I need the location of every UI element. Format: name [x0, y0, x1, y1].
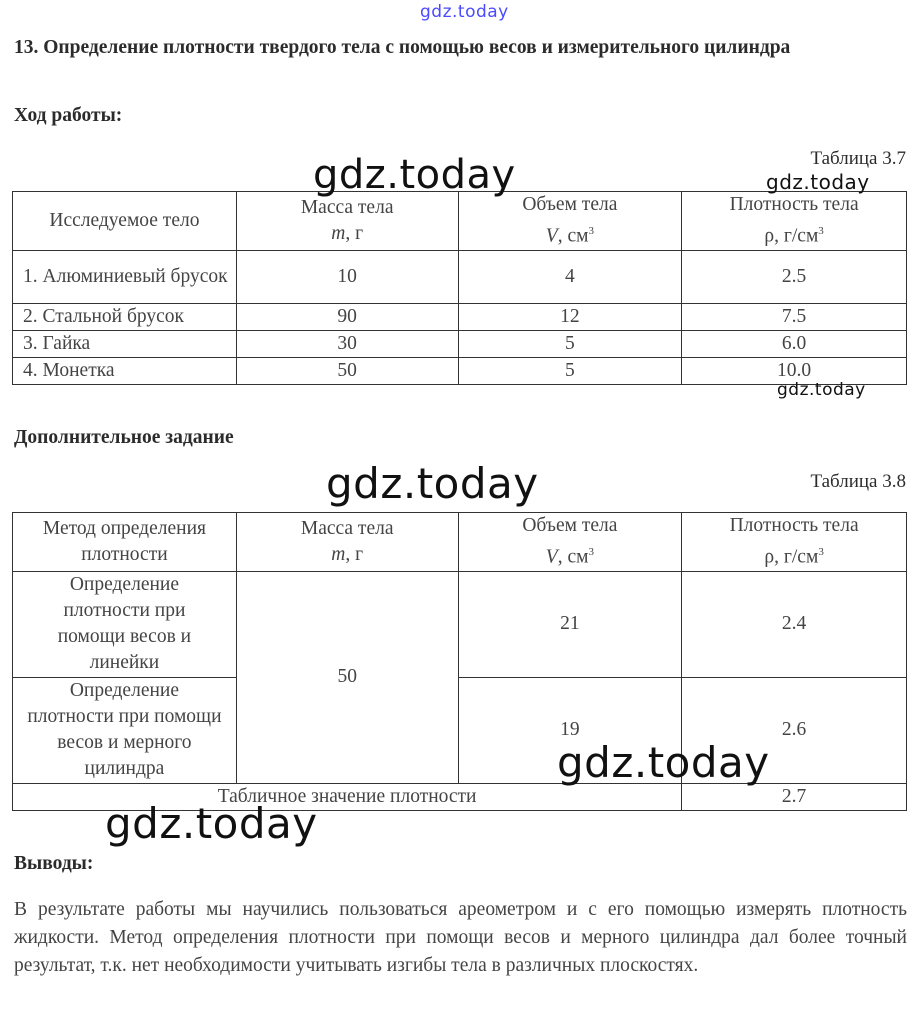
- header-mass: Масса тела m, г: [236, 192, 458, 251]
- watermark: gdz.today: [766, 170, 870, 194]
- header-volume: Объем тела V, $см^3$: [458, 192, 682, 251]
- table-header-row: [13, 513, 907, 572]
- cell-mass-merged: 50: [236, 571, 458, 783]
- cell-method: Определение плотности при помощи весов и мерного цилиндра: [13, 677, 237, 783]
- section-heading-conclusions: Выводы:: [14, 853, 94, 874]
- cell-mass: 50: [236, 357, 458, 384]
- table-row: [13, 330, 907, 357]
- table-row: [13, 357, 907, 384]
- watermark: gdz.today: [105, 799, 318, 848]
- header-density: Плотность тела ρ, $г/см^3$: [682, 513, 907, 572]
- cell-method: Определение плотности при помощи весов и линейки: [13, 571, 237, 677]
- table-row: [13, 250, 907, 303]
- cell-volume: 21: [458, 571, 682, 677]
- watermark: gdz.today: [326, 459, 539, 508]
- cell-volume: 5: [458, 357, 682, 384]
- table-header-row: [13, 192, 907, 251]
- cell-table-value: 2.7: [682, 783, 907, 810]
- cell-volume: 19: [458, 677, 682, 783]
- header-method: Метод определения плотности: [13, 513, 237, 572]
- table-row: [13, 303, 907, 330]
- cell-density: 6.0: [682, 330, 907, 357]
- cell-volume: 4: [458, 250, 682, 303]
- cell-body: 3. Гайка: [13, 330, 237, 357]
- cell-mass: 90: [236, 303, 458, 330]
- cell-mass: 10: [236, 250, 458, 303]
- cell-mass: 30: [236, 330, 458, 357]
- table2-caption: Таблица 3.8: [810, 471, 906, 492]
- header-density: Плотность тела ρ, $г/см^3$: [682, 192, 907, 251]
- header-body: Исследуемое тело: [13, 192, 237, 251]
- watermark: gdz.today: [557, 738, 770, 787]
- header-mass: Масса тела m, г: [236, 513, 458, 572]
- cell-table-value-label: Табличное значение плотности: [13, 783, 682, 810]
- cell-density: 10.0: [682, 357, 907, 384]
- cell-body: 1. Алюминиевый брусок: [13, 250, 237, 303]
- watermark: gdz.today: [777, 380, 866, 400]
- table1-caption: Таблица 3.7: [810, 148, 906, 169]
- watermark: gdz.today: [420, 2, 509, 22]
- cell-volume: 5: [458, 330, 682, 357]
- page-title: 13. Определение плотности твердого тела с помощью весов и измерительного цилиндра: [14, 37, 791, 58]
- table-row: [13, 571, 907, 677]
- header-volume: Объем тела V, $см^3$: [458, 513, 682, 572]
- cell-density: 2.5: [682, 250, 907, 303]
- table-3-8: [12, 512, 907, 811]
- cell-body: 4. Монетка: [13, 357, 237, 384]
- watermark: gdz.today: [313, 152, 516, 198]
- cell-volume: 12: [458, 303, 682, 330]
- cell-density: 7.5: [682, 303, 907, 330]
- cell-body: 2. Стальной брусок: [13, 303, 237, 330]
- cell-density: 2.4: [682, 571, 907, 677]
- section-heading-progress: Ход работы:: [14, 105, 123, 126]
- section-heading-extra: Дополнительное задание: [14, 427, 234, 448]
- conclusion-paragraph: В результате работы мы научились пользоваться ареометром и с его помощью измерять плотность жидкости. Метод определения плотности при помощи весов и мерного цилиндра дал более точный результат, т.к. нет необходимости учитывать изгибы тела в различных плоскостях.: [14, 899, 907, 976]
- table-3-7: [12, 191, 907, 385]
- table-row: [13, 677, 907, 783]
- cell-density: 2.6: [682, 677, 907, 783]
